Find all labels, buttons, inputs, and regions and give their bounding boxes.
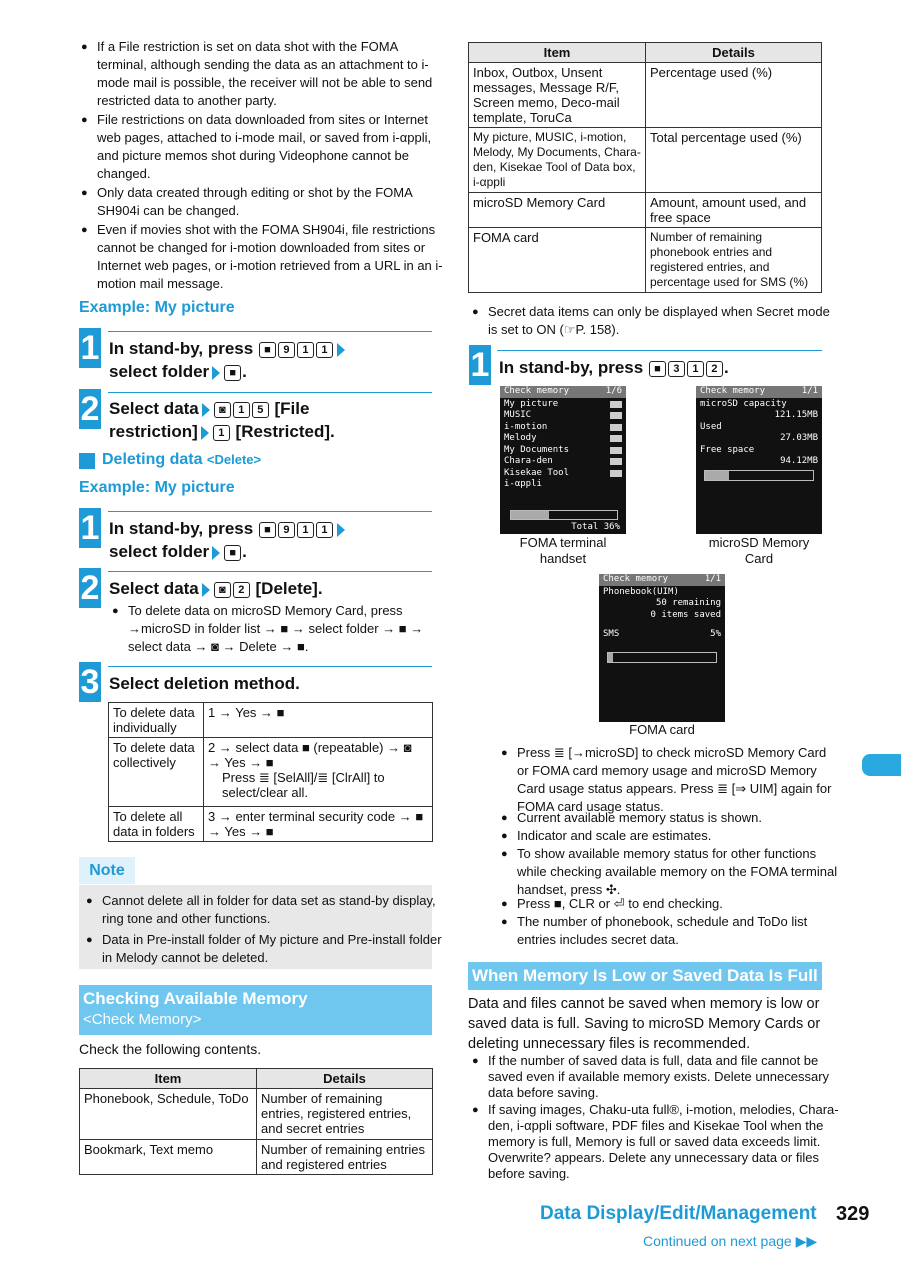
table-cell: My picture, MUSIC, i-motion, Melody, My Documents, Chara-den, Kisekae Tool of Data box, i-αppli [469, 128, 646, 193]
table-header: Item [80, 1069, 257, 1089]
deleting-subtitle: <Delete> [206, 452, 262, 467]
step-divider [108, 392, 432, 393]
bullet-file-restriction-2: ● File restrictions on data downloaded from sites or Internet web pages, attached to i-mode mail, or saved from i-αppli, and picture memos shot during Videophone cannot be changed. [79, 111, 449, 183]
table-cell: Amount, amount used, and free space [646, 193, 822, 228]
step-divider [108, 511, 432, 512]
table-cell: To delete data individually [109, 703, 204, 738]
screen-label: Free space [700, 444, 755, 455]
sms-usage-bar [607, 652, 717, 663]
caption-foma-terminal: FOMA terminal handset [519, 535, 607, 566]
caption-foma-card: FOMA card [629, 722, 695, 737]
section-square-icon [79, 453, 95, 469]
screen-label: Phonebook(UIM) [603, 586, 679, 597]
key-camera: ◙ [214, 402, 231, 418]
screen-value: 0 items saved [650, 609, 721, 620]
key-2: 2 [233, 582, 250, 598]
usage-bar [610, 424, 622, 431]
screen-value: 121.15MB [774, 410, 818, 420]
step-1-label: In stand-by, press [109, 339, 254, 358]
screen-item: My picture [504, 398, 559, 409]
screen-title: Check memory [603, 574, 669, 584]
screen-page: 1/6 [605, 386, 622, 396]
delete-step-3-text: Select deletion method. [109, 674, 300, 693]
screen-label: Used [700, 421, 722, 432]
step-number-3: 3 [80, 663, 100, 701]
deletion-method-table [108, 702, 433, 842]
table-cell [204, 738, 433, 807]
step-2-label-d: [Restricted]. [235, 422, 335, 441]
screen-titlebar [599, 574, 725, 586]
screen-titlebar [696, 386, 822, 398]
usage-bar [610, 447, 622, 454]
key-1: 1 [233, 402, 250, 418]
secret-bullet: ● Secret data items can only be displayed when Secret mode is set to ON (☞P. 158). [470, 303, 840, 339]
table-row [469, 228, 822, 293]
table-row [109, 807, 433, 842]
microsd-usage-bar [704, 470, 814, 481]
screen-row [504, 399, 622, 411]
note-bullet-1: ● Cannot delete all in folder for data set as stand-by display, ring tone and other functions. [84, 892, 442, 928]
arrow-icon [202, 403, 210, 417]
screen-item: Melody [504, 433, 537, 443]
table-cell: Total percentage used (%) [646, 128, 822, 193]
example-heading-1: Example: My picture [79, 299, 235, 316]
screen-title: Check memory [504, 386, 570, 396]
screen-row [504, 433, 622, 445]
caption-microsd: microSD Memory Card [708, 535, 810, 566]
table-cell: Percentage used (%) [646, 63, 822, 128]
screen-page: 1/1 [704, 574, 721, 584]
screen-page: 1/1 [801, 386, 818, 396]
key-9: 9 [278, 342, 295, 358]
check-memory-table-1 [79, 1068, 433, 1175]
table-cell: Number of remaining entries and registered entries [257, 1140, 433, 1175]
screen-item: i-αppli [504, 479, 542, 489]
key-enter: ■ [259, 342, 276, 358]
key-enter: ■ [649, 361, 666, 377]
table-row [80, 1089, 433, 1140]
screen-value: 5% [710, 629, 721, 639]
table-header: Details [257, 1069, 433, 1089]
screen-row [603, 629, 721, 641]
table-cell: Bookmark, Text memo [80, 1140, 257, 1175]
example-heading-2: Example: My picture [79, 479, 235, 496]
table-row [109, 738, 433, 807]
delete-step-1-label: In stand-by, press [109, 519, 254, 538]
arrow-icon [212, 546, 220, 560]
delete-step-2-text [109, 577, 431, 600]
screen-row [504, 468, 622, 480]
delete-step-2-label-b: [Delete]. [255, 579, 323, 598]
screen-value: 94.12MB [780, 456, 818, 466]
memory-low-bullet-2: ● If saving images, Chaku-uta full®, i-motion, melodies, Chara-den, i-αppli software, PDF files and Kisekae Tool when the memory is full, Memory is full or saved data exceeds limit. Overwrite? appears. Delete any unnecessary data or files before saving. [470, 1102, 840, 1182]
table-cell: 3 → enter terminal security code → ■ → Yes → ■ [204, 807, 433, 842]
key-5: 5 [252, 402, 269, 418]
arrow-icon [201, 426, 209, 440]
screen-item: My Documents [504, 444, 570, 455]
screen-row [504, 479, 622, 491]
check-intro: Check the following contents. [79, 1041, 262, 1057]
screen-row [504, 422, 622, 434]
key-3: 3 [668, 361, 685, 377]
step-divider [497, 350, 822, 351]
step-2-label: Select data [109, 399, 199, 418]
usage-bar [610, 435, 622, 442]
bullet-file-restriction-4: ● Even if movies shot with the FOMA SH904i, file restrictions cannot be changed for i-motion downloaded from sites or Internet web pages, or i-motion retrieved from a URL in an i-motion mail message. [79, 221, 449, 293]
step-1-text: In stand-by, press ■ 9 1 1 select folder ■ . [109, 337, 431, 383]
screen-item: MUSIC [504, 410, 532, 420]
total-usage-bar [510, 510, 618, 520]
memory-bullet-5: ● Press ■, CLR or ⏎ to end checking. [499, 895, 840, 913]
step-divider [108, 331, 432, 332]
table-row [469, 193, 822, 228]
table-header: Item [469, 43, 646, 63]
arrow-icon [337, 523, 345, 537]
footer-section-title: Data Display/Edit/Management [540, 1203, 817, 1224]
table-row [469, 63, 822, 128]
table-cell: To delete all data in folders [109, 807, 204, 842]
key-2: 2 [706, 361, 723, 377]
screen-value: 50 remaining [655, 598, 721, 608]
table-cell-text: 2 → select data ■ (repeatable) → ◙ → Yes → ■ [208, 740, 412, 770]
screen-item: Chara-den [504, 456, 553, 466]
screen-row [504, 410, 622, 422]
bullet-file-restriction-3: ● Only data created through editing or shot by the FOMA SH904i can be changed. [79, 184, 449, 220]
screen-microsd [696, 386, 822, 534]
table-cell: Inbox, Outbox, Unsent messages, Message R/F, Screen memo, Deco-mail template, ToruCa [469, 63, 646, 128]
table-cell: Number of remaining phonebook entries and registered entries, and percentage used for SMS (%) [646, 228, 822, 293]
check-memory-table-2 [468, 42, 822, 293]
key-enter: ■ [259, 522, 276, 538]
screen-label: SMS [603, 629, 620, 639]
key-1: 1 [297, 342, 314, 358]
page-number: 329 [836, 1203, 870, 1225]
screen-total: Total 36% [571, 521, 620, 532]
screen-row [504, 456, 622, 468]
bullet-file-restriction-1: ● If a File restriction is set on data shot with the FOMA terminal, although sending the data as an attachment to i-mode mail is possible, the receiver will not be able to send restricted data to another party. [79, 38, 449, 110]
deleting-title: Deleting data [102, 451, 203, 468]
screen-row [504, 445, 622, 457]
usage-bar [610, 412, 622, 419]
step-number-1: 1 [80, 509, 100, 547]
usage-bar [610, 470, 622, 477]
delete-step-1-text: In stand-by, press ■ 9 1 1 select folder ■ . [109, 517, 431, 563]
step-2-text [109, 397, 431, 443]
table-row [109, 703, 433, 738]
key-1: 1 [316, 522, 333, 538]
table-cell: Phonebook, Schedule, ToDo [80, 1089, 257, 1140]
memory-low-intro: Data and files cannot be saved when memory is low or saved data is full. Saving to microSD Memory Cards or deleting unnecessary files is recommended. [468, 996, 821, 1052]
step-1-label-b: select folder [109, 362, 210, 381]
arrow-icon [337, 343, 345, 357]
check-title: Checking Available Memory [83, 989, 308, 1008]
arrow-icon [202, 583, 210, 597]
step-divider [108, 666, 432, 667]
delete-microsd-bullet: ● To delete data on microSD Memory Card, press →microSD in folder list → ■ → select folder → ■ → select data → ◙ → Delete → ■. [110, 602, 446, 656]
table-cell: Number of remaining entries, registered entries, and secret entries [257, 1089, 433, 1140]
table-header: Details [646, 43, 822, 63]
step-divider [108, 571, 432, 572]
table-cell: 1 → Yes → ■ [204, 703, 433, 738]
screen-item: i-motion [504, 421, 548, 432]
memory-bullet-3: ● Indicator and scale are estimates. [499, 827, 840, 845]
table-row [469, 128, 822, 193]
table-header-row [469, 43, 822, 63]
usage-bar [610, 401, 622, 408]
key-1: 1 [297, 522, 314, 538]
delete-step-1-label-b: select folder [109, 542, 210, 561]
deleting-heading [102, 451, 261, 469]
screen-label: microSD capacity [700, 398, 787, 409]
total-usage-fill [511, 511, 549, 519]
section-heading-memory-low: When Memory Is Low or Saved Data Is Full [468, 962, 822, 990]
step-number-2: 2 [80, 390, 100, 428]
note-label: Note [79, 857, 135, 884]
screen-item: Kisekae Tool [504, 467, 570, 478]
step-number-1: 1 [470, 346, 490, 384]
key-1: 1 [213, 425, 230, 441]
continued-link[interactable]: Continued on next page ▶▶ [643, 1233, 818, 1249]
step-2-label-c: restriction] [109, 422, 198, 441]
table-header-row [80, 1069, 433, 1089]
screen-foma-terminal [500, 386, 626, 534]
key-camera: ◙ [214, 582, 231, 598]
chapter-tab-marker [862, 754, 901, 776]
screen-value: 27.03MB [780, 433, 818, 443]
step-2-label-b: [File [274, 399, 310, 418]
step-number-1: 1 [80, 329, 100, 367]
table-row [80, 1140, 433, 1175]
arrow-icon [212, 366, 220, 380]
key-enter: ■ [224, 365, 241, 381]
section-heading-check-memory [79, 985, 432, 1035]
check-step-1-text: In stand-by, press ■ 3 1 2 . [499, 358, 729, 377]
usage-bar [610, 458, 622, 465]
key-enter: ■ [224, 545, 241, 561]
delete-step-2-label: Select data [109, 579, 199, 598]
memory-low-bullet-1: ● If the number of saved data is full, data and file cannot be saved even if available memory exists. Delete unnecessary data before saving. [470, 1053, 840, 1101]
memory-bullet-6: ● The number of phonebook, schedule and ToDo list entries includes secret data. [499, 913, 840, 949]
table-cell: microSD Memory Card [469, 193, 646, 228]
table-cell: To delete data collectively [109, 738, 204, 807]
screen-foma-card [599, 574, 725, 722]
screen-titlebar [500, 386, 626, 398]
note-bullet-2: ● Data in Pre-install folder of My picture and Pre-install folder in Melody cannot be deleted. [84, 931, 442, 967]
step-number-2: 2 [80, 569, 100, 607]
microsd-usage-fill [705, 471, 729, 480]
key-9: 9 [278, 522, 295, 538]
check-subtitle: <Check Memory> [83, 1011, 202, 1028]
memory-bullet-2: ● Current available memory status is shown. [499, 809, 840, 827]
table-cell: FOMA card [469, 228, 646, 293]
key-1: 1 [316, 342, 333, 358]
memory-bullet-1: ● Press ≣ [→microSD] to check microSD Memory Card or FOMA card memory usage and microSD Memory Card usage status appears. Press ≣ [⇒ UIM] again for FOMA card usage status. [499, 744, 840, 816]
key-1: 1 [687, 361, 704, 377]
check-step-1-label: In stand-by, press [499, 358, 644, 377]
sms-usage-fill [608, 653, 613, 662]
table-cell-bullet: Press ≣ [SelAll]/≣ [ClrAll] to select/clear all. [222, 770, 385, 800]
memory-bullet-4: ● To show available memory status for other functions while checking available memory on the FOMA terminal handset, press ✣. [499, 845, 840, 899]
screen-title: Check memory [700, 386, 766, 396]
